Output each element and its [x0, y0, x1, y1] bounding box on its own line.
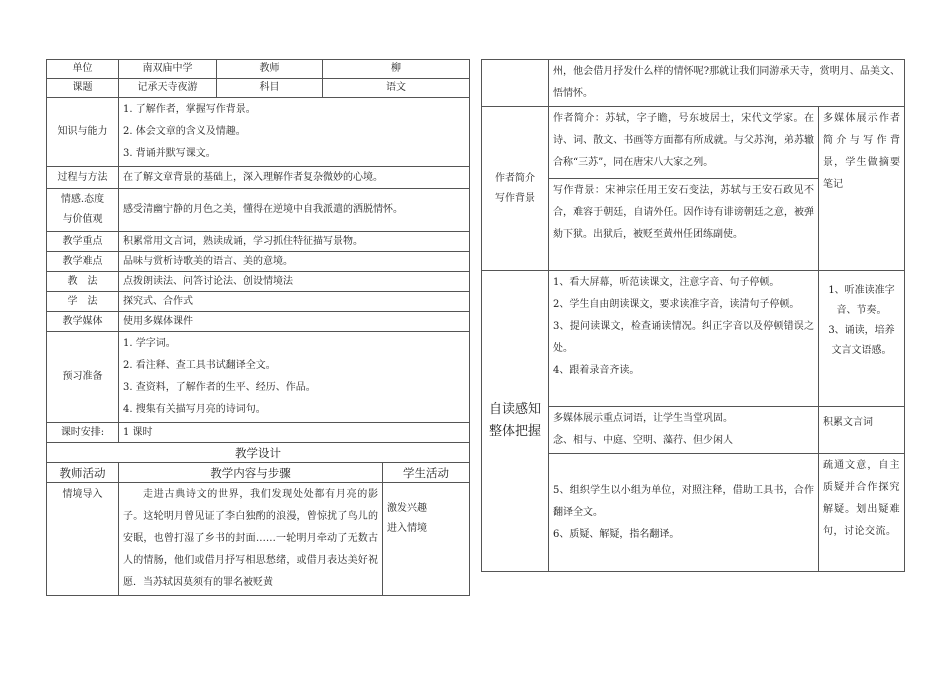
lesson-plan-right-table [481, 59, 905, 572]
reading-step: 5、组织学生以小组为单位，对照注释，借助工具书，合作翻译全文。 [553, 484, 814, 518]
reading-student-line: 音、节奏。 [836, 305, 887, 316]
reading-step: 2、学生自由朗读课文，要求读准字音，读清句子停顿。 [553, 299, 800, 310]
method-label: 教 法 [47, 272, 119, 292]
author-bg-text: 写作背景：宋神宗任用王安石变法，苏轼与王安石政见不合，难容于朝廷，自请外任。因作诗有诽谤朝廷之意，被弹劾下狱。出狱后，被贬至黄州任团练副使。 [549, 179, 819, 271]
reading-steps [549, 271, 819, 407]
knowledge-item: 1. 了解作者，掌握写作背景。 [123, 104, 256, 115]
emotion-label-line: 与价值观 [62, 214, 103, 225]
reading-step: 3、提问读课文，检查诵读情况。纠正字音以及停顿错误之处。 [553, 321, 814, 354]
intro-student [383, 483, 470, 596]
reading-label-line: 整体把握 [488, 424, 541, 439]
preview-item: 3. 查资料，了解作者的生平、经历、作品。 [123, 382, 316, 393]
intro-student-line: 激发兴趣 [387, 503, 427, 514]
reading-step: 6、质疑、解疑，指名翻译。 [553, 528, 680, 540]
reading-label-line: 自读感知 [488, 402, 541, 417]
intro-text: 走进古典诗文的世界，我们发现处处都有月亮的影子。这轮明月曾见证了李白独酌的浪漫，曾惊扰了鸟儿的安眠，也曾打湿了乡书的封面……一轮明月牵动了无数古人的情肠，他们或借月抒写相思愁绪，或借月表达美好祝愿．当苏轼因莫须有的罪名被贬黄 [119, 483, 383, 596]
knowledge-label: 知识与能力 [47, 98, 119, 167]
emotion-text: 感受清幽宁静的月色之美，懂得在逆境中自我派遣的洒脱情怀。 [119, 189, 470, 232]
knowledge-list [119, 98, 470, 167]
reading-student-line: 1、听准读准字 [828, 285, 895, 296]
author-intro-text: 作者简介：苏轼，字子瞻，号东坡居士，宋代文学家。在诗、词、散文、书画等方面都有所成就。与父苏洵，弟苏辙合称“三苏”，同在唐宋八大家之列。 [549, 107, 819, 179]
preview-item: 4. 搜集有关描写月亮的诗词句。 [123, 404, 266, 415]
reading-label [482, 271, 549, 572]
topic-value: 记承天寺夜游 [119, 79, 217, 98]
col-content-header: 教学内容与步骤 [119, 463, 383, 483]
preview-label: 预习准备 [47, 332, 119, 423]
author-label [482, 107, 549, 271]
reading-student-line: 文言文语感。 [831, 345, 892, 356]
knowledge-item: 3. 背诵并默写课文。 [123, 148, 216, 159]
hours-text: 1 课时 [119, 423, 470, 443]
lesson-plan-left-table [46, 59, 470, 596]
subject-value: 语文 [323, 79, 470, 98]
author-label-line: 写作背景 [495, 192, 535, 204]
reading-steps2 [549, 454, 819, 572]
process-label: 过程与方法 [47, 167, 119, 189]
teacher-value: 柳 [323, 60, 470, 79]
col-teacher-header: 教师活动 [47, 463, 119, 483]
media-text: 使用多媒体课件 [119, 312, 470, 332]
method-text: 点拨朗读法、问答讨论法、创设情境法 [119, 272, 470, 292]
reading-words-text: 念、相与、中庭、空明、藻荇、但少闲人 [553, 435, 733, 446]
reading-step: 4、跟着录音齐读。 [553, 365, 640, 376]
key-label: 教学重点 [47, 232, 119, 252]
key-text: 积累常用文言词，熟读成诵，学习抓住特征描写景物。 [119, 232, 470, 252]
intro-student-line: 进入情境 [387, 523, 427, 534]
cont-text: 州，他会借月抒发什么样的情怀呢?那就让我们同游承天寺，赏明月、品美文、悟情怀。 [549, 60, 905, 107]
cont-blank [482, 60, 549, 107]
author-student-activity: 多媒体展示作者简介与写作背景，学生做摘要笔记 [819, 107, 905, 271]
study-label: 学 法 [47, 292, 119, 312]
col-student-header: 学生活动 [383, 463, 470, 483]
process-text: 在了解文章背景的基础上，深入理解作者复杂微妙的心境。 [119, 167, 470, 189]
author-label-line: 作者简介 [495, 172, 535, 184]
unit-value: 南双庙中学 [119, 60, 217, 79]
reading-media-text: 多媒体展示重点词语，让学生当堂巩固。 [553, 413, 733, 424]
preview-item: 2. 看注释、查工具书试翻译全文。 [123, 360, 276, 371]
reading-step: 1、看大屏幕，听范读课文，注意字音、句子停顿。 [553, 277, 780, 288]
reading-student-translate: 疏通文意，自主质疑并合作探究解疑。划出疑难句，讨论交流。 [819, 454, 905, 572]
subject-label: 科目 [217, 79, 323, 98]
unit-label: 单位 [47, 60, 119, 79]
preview-list [119, 332, 470, 423]
reading-words-cell [549, 407, 819, 454]
difficulty-text: 品味与赏析诗歌美的语言、美的意境。 [119, 252, 470, 272]
design-title: 教学设计 [47, 443, 470, 463]
emotion-label [47, 189, 119, 232]
media-label: 教学媒体 [47, 312, 119, 332]
teacher-label: 教师 [217, 60, 323, 79]
difficulty-label: 教学难点 [47, 252, 119, 272]
preview-item: 1. 学字词。 [123, 338, 176, 349]
study-text: 探究式、合作式 [119, 292, 470, 312]
reading-student-line: 3、诵读，培养 [828, 325, 895, 336]
hours-label: 课时安排: [47, 423, 119, 443]
reading-student-activity [819, 271, 905, 407]
intro-label: 情境导入 [47, 483, 119, 596]
knowledge-item: 2. 体会文章的含义及情趣。 [123, 126, 246, 137]
topic-label: 课题 [47, 79, 119, 98]
emotion-label-line: 情感.态度 [60, 194, 105, 205]
reading-student-words: 积累文言词 [819, 407, 905, 454]
